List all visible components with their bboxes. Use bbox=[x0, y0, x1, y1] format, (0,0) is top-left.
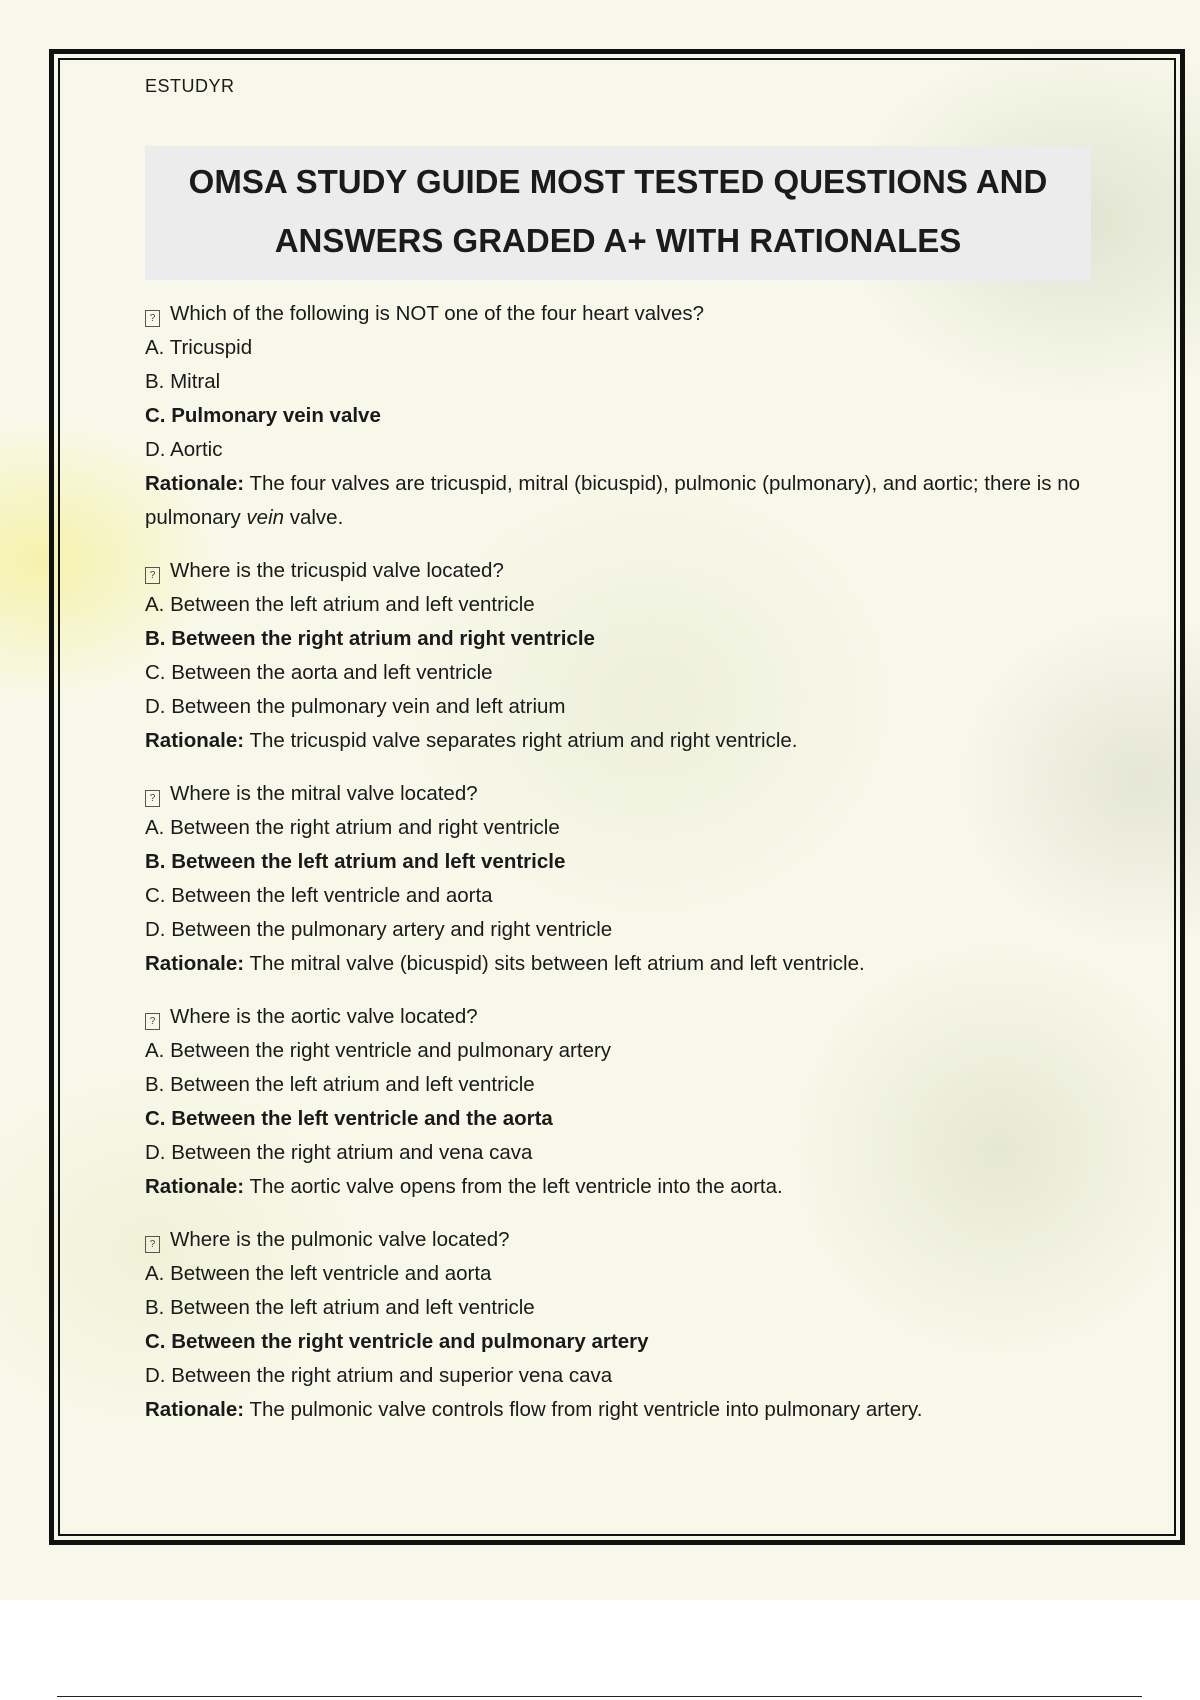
question-block bbox=[145, 777, 1095, 981]
rationale: Rationale: The pulmonic valve controls flow from right ventricle into pulmonary artery. bbox=[145, 1398, 923, 1421]
answer-option: A. Between the right atrium and right ventricle bbox=[145, 816, 560, 839]
rationale-label: Rationale: bbox=[145, 952, 245, 975]
footer-divider bbox=[57, 1696, 1142, 1697]
correct-answer-option: C. Between the left ventricle and the aorta bbox=[145, 1107, 553, 1130]
answer-option: D. Between the pulmonary artery and right ventricle bbox=[145, 918, 613, 941]
question-text: ? Where is the aortic valve located? bbox=[145, 1000, 1095, 1034]
document-title bbox=[151, 152, 1085, 270]
missing-glyph-box-icon: ? bbox=[145, 790, 160, 807]
missing-glyph-box-icon: ? bbox=[145, 1236, 160, 1253]
correct-answer-option: B. Between the left atrium and left ventricle bbox=[145, 850, 566, 873]
title-banner bbox=[145, 146, 1091, 280]
answer-option: A. Between the left ventricle and aorta bbox=[145, 1262, 492, 1285]
title-line-1: OMSA STUDY GUIDE MOST TESTED QUESTIONS AND bbox=[188, 163, 1048, 200]
missing-glyph-box-icon: ? bbox=[145, 310, 160, 327]
rationale: Rationale: The tricuspid valve separates right atrium and right ventricle. bbox=[145, 729, 798, 752]
question-text: ? Which of the following is NOT one of the four heart valves? bbox=[145, 297, 1095, 331]
answer-option: D. Aortic bbox=[145, 438, 223, 461]
rationale: Rationale: The four valves are tricuspid, mitral (bicuspid), pulmonic (pulmonary), and aortic; there is no pulmonary vein valve. bbox=[145, 472, 1081, 529]
answer-option: D. Between the pulmonary vein and left atrium bbox=[145, 695, 566, 718]
rationale: Rationale: The aortic valve opens from the left ventricle into the aorta. bbox=[145, 1175, 783, 1198]
question-block bbox=[145, 554, 1095, 758]
question-text: ? Where is the mitral valve located? bbox=[145, 777, 1095, 811]
answer-option: C. Between the left ventricle and aorta bbox=[145, 884, 493, 907]
rationale-label: Rationale: bbox=[145, 472, 245, 495]
correct-answer-option: C. Between the right ventricle and pulmonary artery bbox=[145, 1330, 649, 1353]
question-text: ? Where is the tricuspid valve located? bbox=[145, 554, 1095, 588]
correct-answer-option: B. Between the right atrium and right ventricle bbox=[145, 627, 595, 650]
question-text: ? Where is the pulmonic valve located? bbox=[145, 1223, 1095, 1257]
document-body bbox=[145, 72, 1095, 1427]
rationale-label: Rationale: bbox=[145, 1398, 245, 1421]
question-block bbox=[145, 1000, 1095, 1204]
rationale-label: Rationale: bbox=[145, 729, 245, 752]
answer-option: B. Mitral bbox=[145, 370, 221, 393]
answer-option: D. Between the right atrium and superior vena cava bbox=[145, 1364, 613, 1387]
rationale: Rationale: The mitral valve (bicuspid) sits between left atrium and left ventricle. bbox=[145, 952, 865, 975]
title-line-2: ANSWERS GRADED A+ WITH RATIONALES bbox=[274, 222, 962, 259]
missing-glyph-box-icon: ? bbox=[145, 567, 160, 584]
answer-option: D. Between the right atrium and vena cava bbox=[145, 1141, 533, 1164]
answer-option: A. Between the left atrium and left ventricle bbox=[145, 593, 535, 616]
question-block bbox=[145, 297, 1095, 535]
answer-option: A. Between the right ventricle and pulmonary artery bbox=[145, 1039, 612, 1062]
answer-option: B. Between the left atrium and left ventricle bbox=[145, 1296, 535, 1319]
question-block bbox=[145, 1223, 1095, 1427]
answer-option: B. Between the left atrium and left ventricle bbox=[145, 1073, 535, 1096]
correct-answer-option: C. Pulmonary vein valve bbox=[145, 404, 381, 427]
rationale-label: Rationale: bbox=[145, 1175, 245, 1198]
brand-label: ESTUDYR bbox=[145, 76, 235, 96]
rationale-emphasis: vein bbox=[246, 506, 285, 529]
answer-option: C. Between the aorta and left ventricle bbox=[145, 661, 493, 684]
answer-option: A. Tricuspid bbox=[145, 336, 253, 359]
missing-glyph-box-icon: ? bbox=[145, 1013, 160, 1030]
